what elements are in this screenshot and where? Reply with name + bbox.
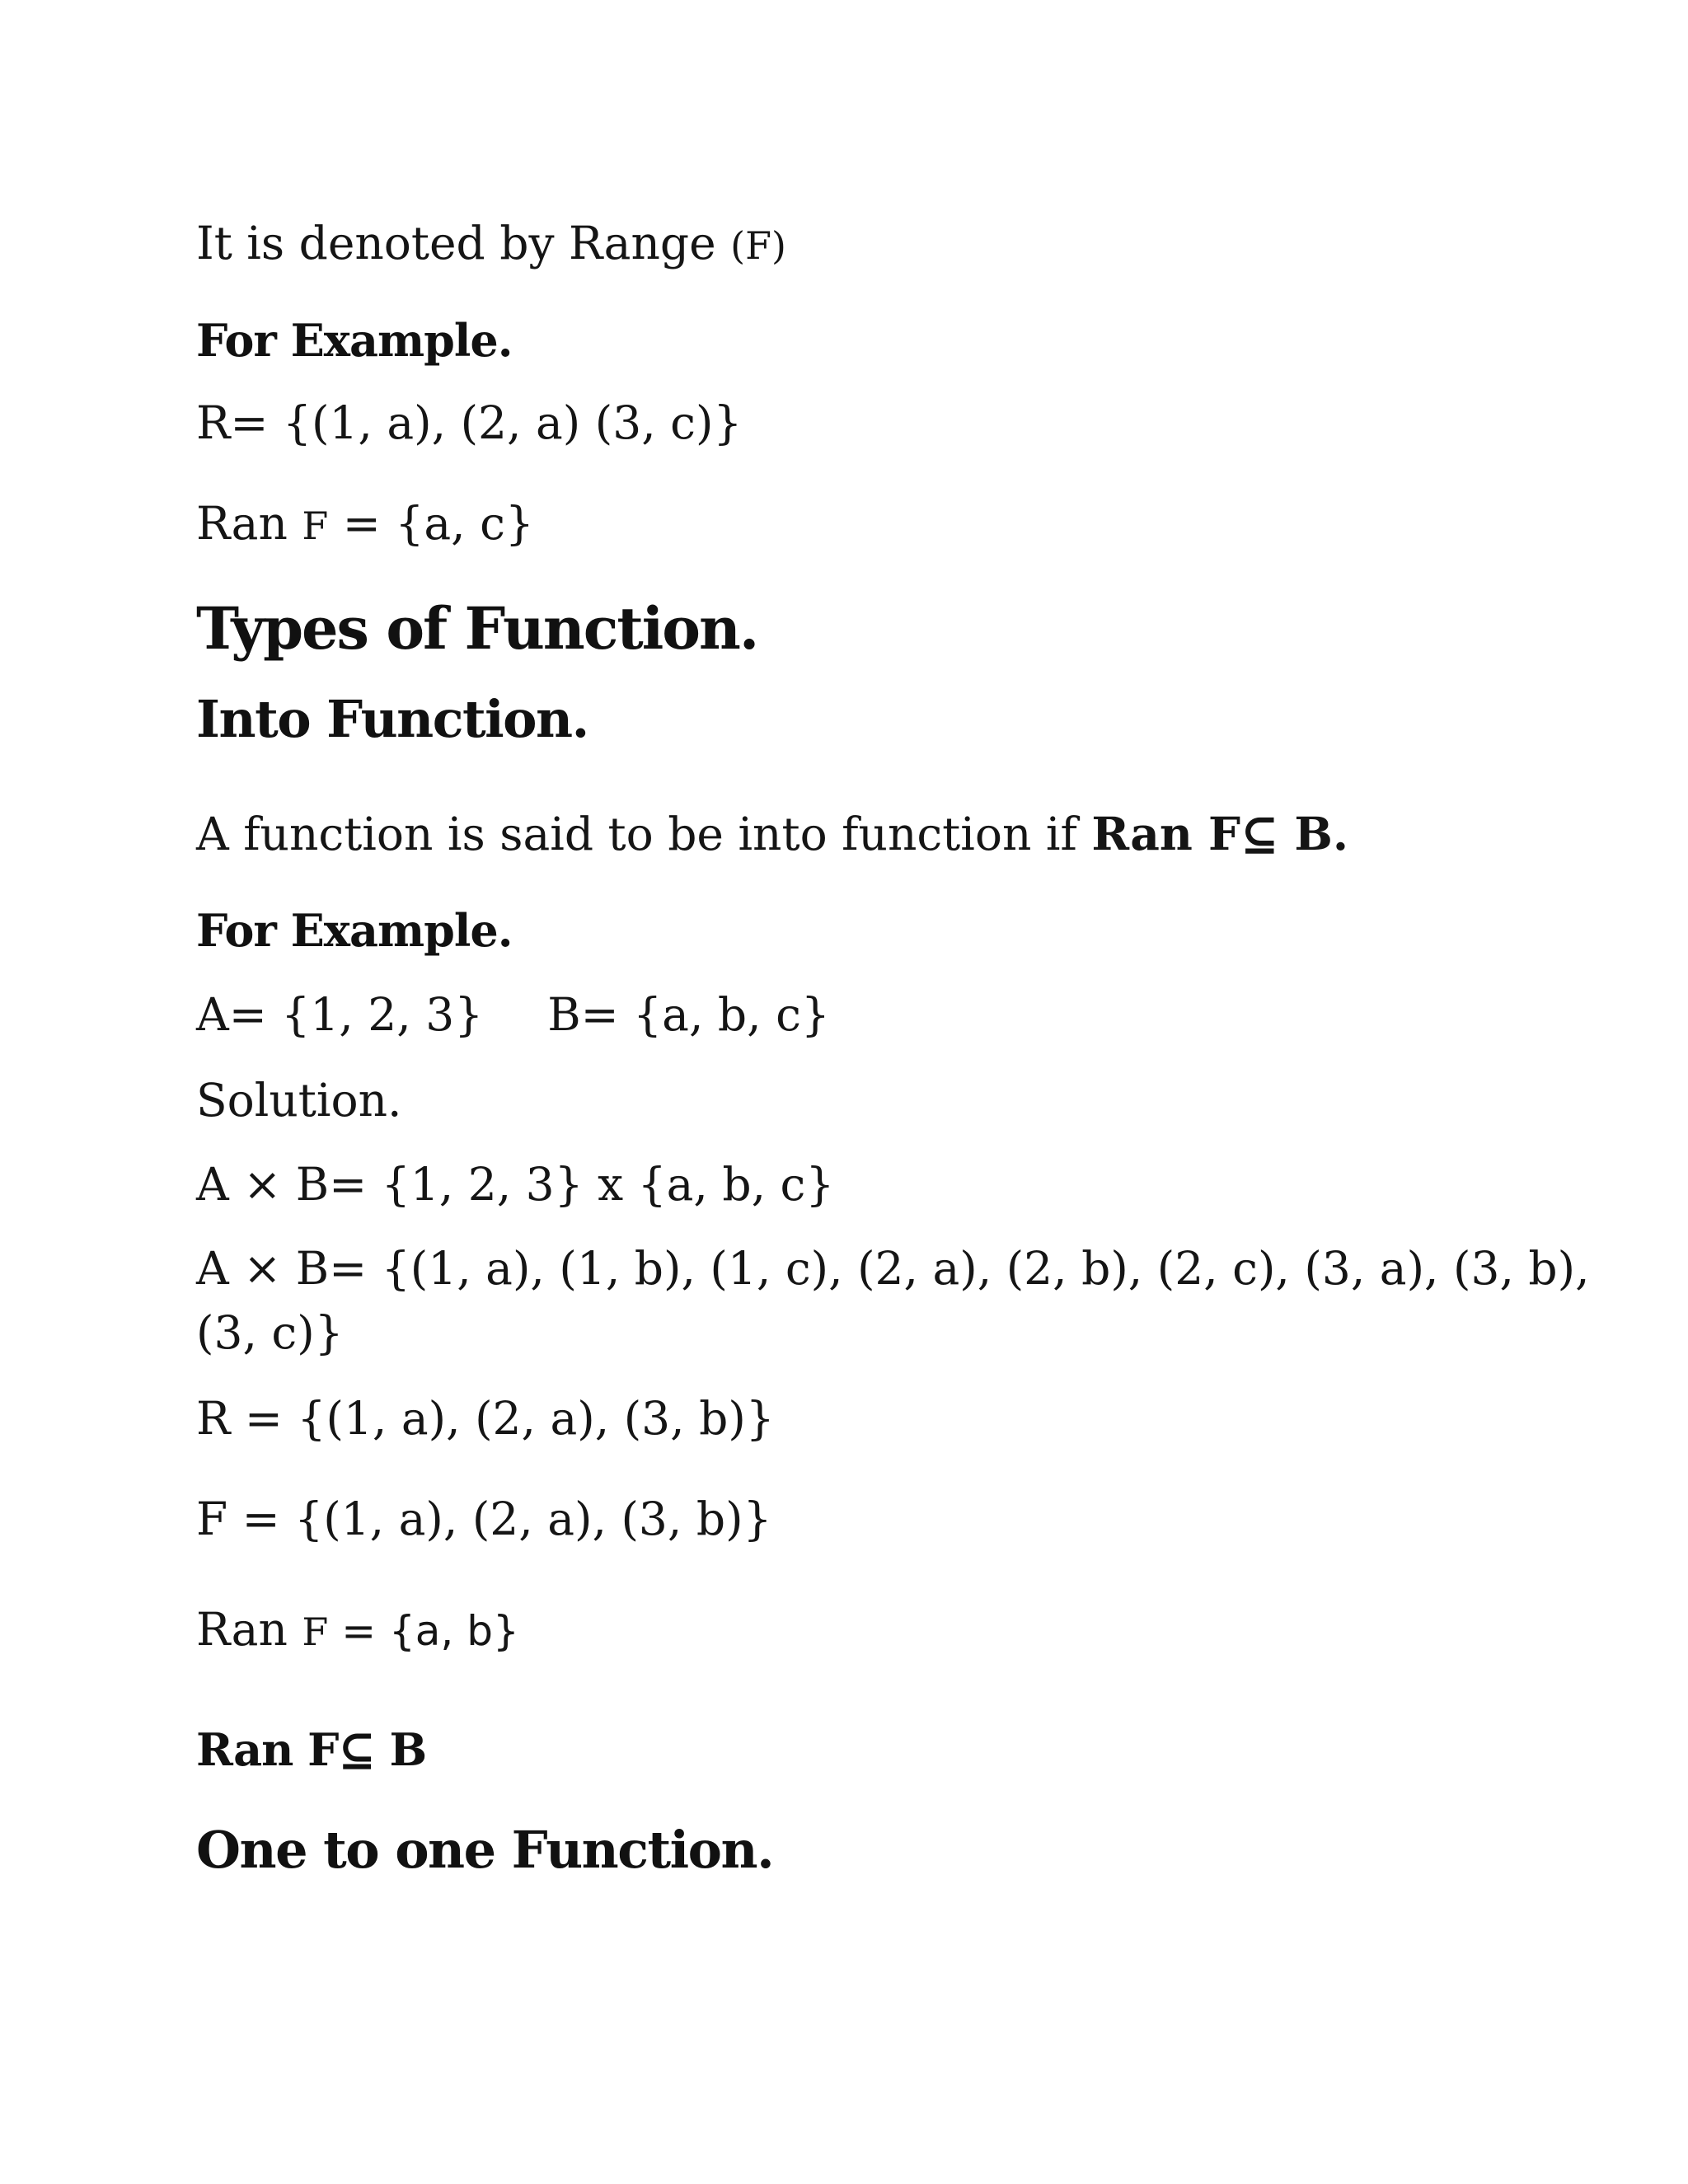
function-line: F = {(1, a), (2, a), (3, b)}	[196, 1493, 772, 1545]
range-2-f: F	[302, 1610, 329, 1654]
example-heading-1: For Example.	[196, 314, 513, 367]
denoted-by-line	[196, 217, 786, 269]
range-line-2	[196, 1603, 519, 1656]
into-function-heading: Into Function.	[196, 689, 588, 749]
sets-line	[196, 988, 830, 1041]
relation-line-1: R= {(1, a), (2, a) (3, c)}	[196, 396, 743, 449]
range-1-f: F	[302, 504, 329, 548]
set-a: A= {1, 2, 3}	[196, 988, 484, 1041]
range-line-1	[196, 497, 534, 550]
into-definition-text: A function is said to be into function if	[196, 808, 1092, 860]
range-2-prefix: Ran	[196, 1603, 302, 1656]
relation-line-2: R = {(1, a), (2, a), (3, b)}	[196, 1392, 775, 1445]
range-1-rest: = {a, c}	[328, 497, 534, 550]
set-b: B= {a, b, c}	[547, 988, 830, 1041]
one-to-one-function-heading: One to one Function.	[196, 1820, 774, 1880]
example-heading-2: For Example.	[196, 904, 513, 957]
cartesian-result-line-1: A × B= {(1, a), (1, b), (1, c), (2, a), (2, b), (2, c), (3, a), (3, b),	[196, 1242, 1590, 1295]
denoted-by-text: It is denoted by Range	[196, 217, 731, 269]
into-definition-bold: Ran F⊆ B.	[1091, 807, 1348, 860]
solution-label: Solution.	[196, 1074, 402, 1127]
range-2-rest: = {a, b}	[328, 1607, 519, 1655]
cartesian-result-line-2: (3, c)}	[196, 1306, 344, 1359]
into-function-definition	[196, 807, 1348, 860]
range-1-prefix: Ran	[196, 497, 302, 550]
cartesian-product-line: A × B= {1, 2, 3} x {a, b, c}	[196, 1158, 835, 1211]
subset-statement: Ran F⊆ B	[196, 1723, 427, 1776]
types-of-function-heading: Types of Function.	[196, 594, 758, 663]
denoted-by-f: (F)	[730, 223, 786, 268]
